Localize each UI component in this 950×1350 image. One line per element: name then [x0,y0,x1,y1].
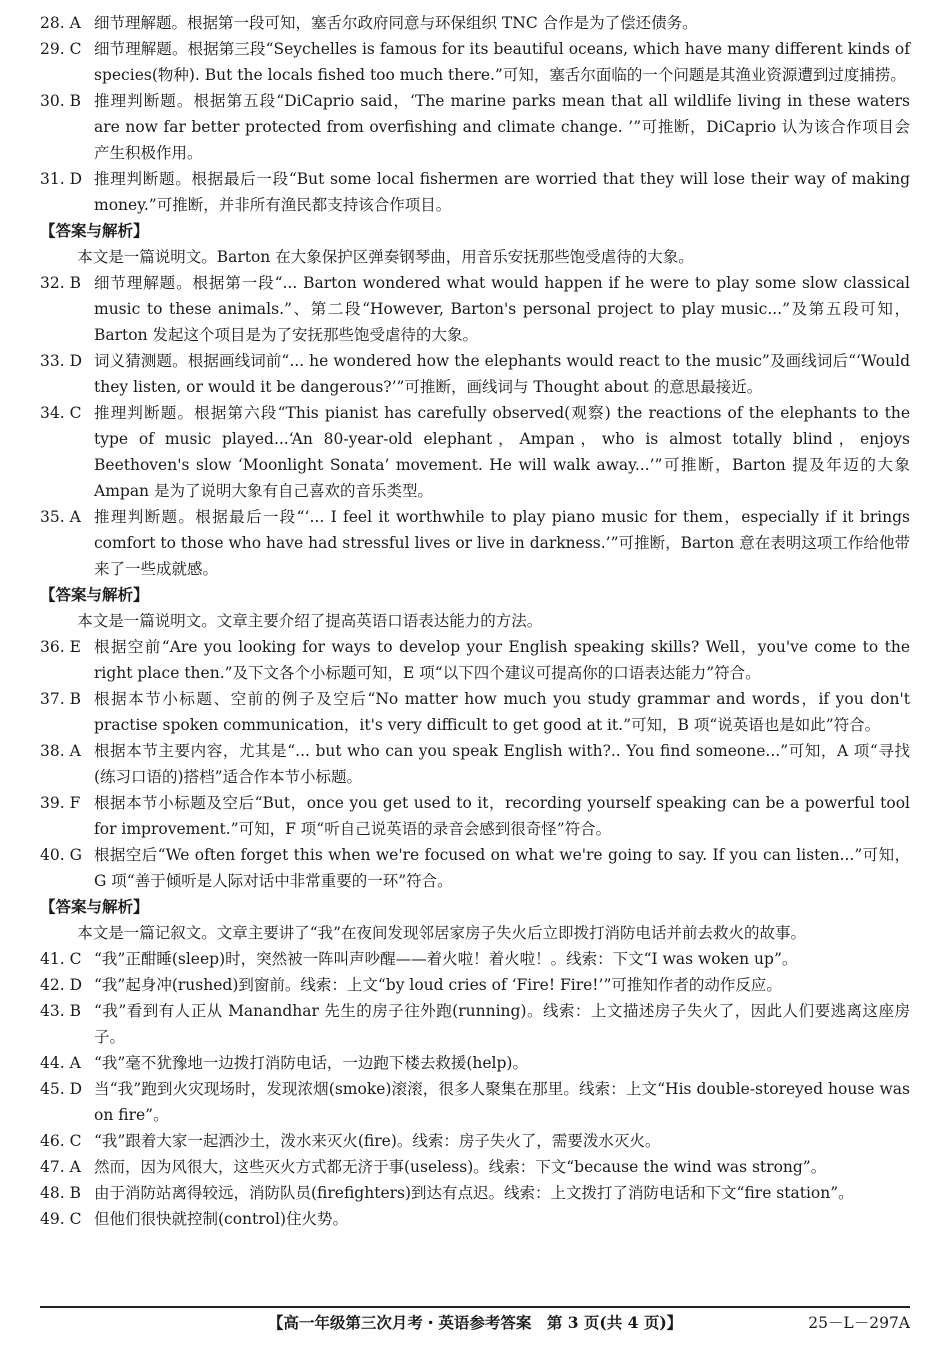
answer-explanation: 推理判断题。根据第五段“DiCaprio said，‘The marine parks mean that all wildlife living in these waters are now far better protected from overfishing and climate change. ’”可推断，DiCaprio 认为该合作项目会产生积极作用。 [94,92,910,162]
answer-group-28-31 [40,10,910,218]
answer-item [40,504,910,582]
section-heading: 【答案与解析】 [40,585,149,604]
answer-explanation: “我”起身冲(rushed)到窗前。线索：上文“by loud cries of ‘Fire! Fire!’”可推知作者的动作反应。 [94,976,782,994]
answer-item [40,738,910,790]
answer-item [40,1050,910,1076]
answer-item [40,1128,910,1154]
footer-title: 【高一年级第三次月考・英语参考答案 第 3 页(共 4 页)】 [267,1313,683,1332]
answer-item [40,972,910,998]
answer-explanation: 根据本节主要内容，尤其是“... but who can you speak English with?.. You find someone...”可知，A 项“寻找(练习口语的)搭档”适合作本节小标题。 [94,742,910,786]
answer-number: 45. D [40,1080,83,1098]
answer-explanation: “我”正酣睡(sleep)时，突然被一阵叫声吵醒——着火啦！着火啦！。线索：下文“I was woken up”。 [94,950,798,968]
section-intro: 本文是一篇说明文。文章主要介绍了提高英语口语表达能力的方法。 [77,612,543,630]
answer-number: 34. C [40,404,82,422]
answer-explanation: 当“我”跑到火灾现场时，发现浓烟(smoke)滚滚，很多人聚集在那里。线索：上文“His double-storeyed house was on fire”。 [94,1080,910,1124]
answer-item [40,1154,910,1180]
answer-explanation: 根据本节小标题、空前的例子及空后“No matter how much you study grammar and words，if you don't practise spoken communication，it's very difficult to get good at it.”可知，B 项“说英语也是如此”符合。 [94,690,910,734]
answer-number: 35. A [40,508,81,526]
answer-explanation: “我”看到有人正从 Manandhar 先生的房子往外跑(running)。线索：上文描述房子失火了，因此人们要逃离这座房子。 [94,1002,910,1046]
answer-item [40,1076,910,1128]
answer-number: 48. B [40,1184,81,1202]
answer-number: 30. B [40,92,81,110]
answer-item [40,1180,910,1206]
answer-number: 38. A [40,742,81,760]
answer-explanation: 推理判断题。根据最后一段“‘... I feel it worthwhile to play piano music for them，especially if it brings comfort to those who have had stressful lives or live in darkness.’”可推断，Barton 意在表明这项工作给他带来了一些成就感。 [94,508,910,578]
answer-item [40,400,910,504]
section-heading: 【答案与解析】 [40,221,149,240]
answer-number: 29. C [40,40,82,58]
answer-explanation: “我”毫不犹豫地一边拨打消防电话，一边跑下楼去救援(help)。 [94,1054,528,1072]
answer-explanation: 由于消防站离得较远，消防队员(firefighters)到达有点迟。线索：上文拨打了消防电话和下文“fire station”。 [94,1184,854,1202]
section-intro: 本文是一篇记叙文。文章主要讲了“我”在夜间发现邻居家房子失火后立即拨打消防电话并前去救火的故事。 [77,924,807,942]
answer-item [40,1206,910,1232]
answer-explanation: 但他们很快就控制(control)住火势。 [94,1210,349,1228]
answer-item [40,634,910,686]
answer-item [40,10,910,36]
answer-item [40,166,910,218]
answer-explanation: 根据本节小标题及空后“But，once you get used to it，recording yourself speaking can be a powerful tool for improvement.”可知，F 项“听自己说英语的录音会感到很奇怪”符合。 [94,794,910,838]
answer-item [40,842,910,894]
answer-number: 44. A [40,1054,81,1072]
answer-number: 36. E [40,638,81,656]
answer-number: 28. A [40,14,81,32]
page-content [40,10,910,1232]
answer-number: 37. B [40,690,81,708]
answer-number: 32. B [40,274,81,292]
answer-number: 40. G [40,846,82,864]
answer-group-41-49 [40,946,910,1232]
answer-item [40,88,910,166]
answer-number: 33. D [40,352,83,370]
footer-code: 25－L－297A [808,1314,910,1332]
answer-number: 41. C [40,950,82,968]
answer-number: 42. D [40,976,83,994]
answer-item [40,790,910,842]
answer-explanation: 词义猜测题。根据画线词前“... he wondered how the elephants would react to the music”及画线词后“‘Would they listen, or would it be dangerous?’”可推断，画线词与 Thought about 的意思最接近。 [94,352,910,396]
answer-explanation: 然而，因为风很大，这些灭火方式都无济于事(useless)。线索：下文“because the wind was strong”。 [94,1158,827,1176]
page-footer [40,1306,910,1338]
answer-explanation: 细节理解题。根据第三段“Seychelles is famous for its beautiful oceans, which have many different kinds of species(物种). But the locals fished too much there.”可知，塞舌尔面临的一个问题是其渔业资源遭到过度捕捞。 [94,40,910,84]
answer-group-32-35 [40,270,910,582]
answer-number: 46. C [40,1132,82,1150]
answer-group-36-40 [40,634,910,894]
answer-number: 39. F [40,794,81,812]
answer-item [40,36,910,88]
answer-explanation: 细节理解题。根据第一段“... Barton wondered what would happen if he were to play some slow classical music to these animals.”、第二段“However, Barton's personal project to play music...”及第五段可知，Barton 发起这个项目是为了安抚那些饱受虐待的大象。 [94,274,910,344]
answer-number: 49. C [40,1210,82,1228]
section-heading: 【答案与解析】 [40,897,149,916]
answer-item [40,348,910,400]
answer-explanation: 细节理解题。根据第一段可知，塞舌尔政府同意与环保组织 TNC 合作是为了偿还债务。 [94,14,698,32]
answer-number: 43. B [40,1002,81,1020]
answer-explanation: 根据空前“Are you looking for ways to develop your English speaking skills? Well，you've come to the right place then.”及下文各个小标题可知，E 项“以下四个建议可提高你的口语表达能力”符合。 [94,638,910,682]
answer-number: 47. A [40,1158,81,1176]
answer-number: 31. D [40,170,83,188]
answer-explanation: 推理判断题。根据第六段“This pianist has carefully observed(观察) the reactions of the elephants to the type of music played...‘An 80-year-old elephant，Ampan，who is almost totally blind，enjoys Beethoven's slow ‘Moonlight Sonata’ movement. He will walk away...’”可推断，Barton 提及年迈的大象 Ampan 是为了说明大象有自己喜欢的音乐类型。 [94,404,910,500]
answer-item [40,270,910,348]
answer-explanation: 推理判断题。根据最后一段“But some local fishermen are worried that they will lose their way of making money.”可推断，并非所有渔民都支持该合作项目。 [94,170,910,214]
answer-item [40,686,910,738]
answer-item [40,946,910,972]
section-intro: 本文是一篇说明文。Barton 在大象保护区弹奏钢琴曲，用音乐安抚那些饱受虐待的大象。 [77,248,694,266]
answer-explanation: 根据空后“We often forget this when we're focused on what we're going to say. If you can listen...”可知，G 项“善于倾听是人际对话中非常重要的一环”符合。 [94,846,910,890]
answer-item [40,998,910,1050]
answer-explanation: “我”跟着大家一起洒沙土，泼水来灭火(fire)。线索：房子失火了，需要泼水灭火。 [94,1132,661,1150]
